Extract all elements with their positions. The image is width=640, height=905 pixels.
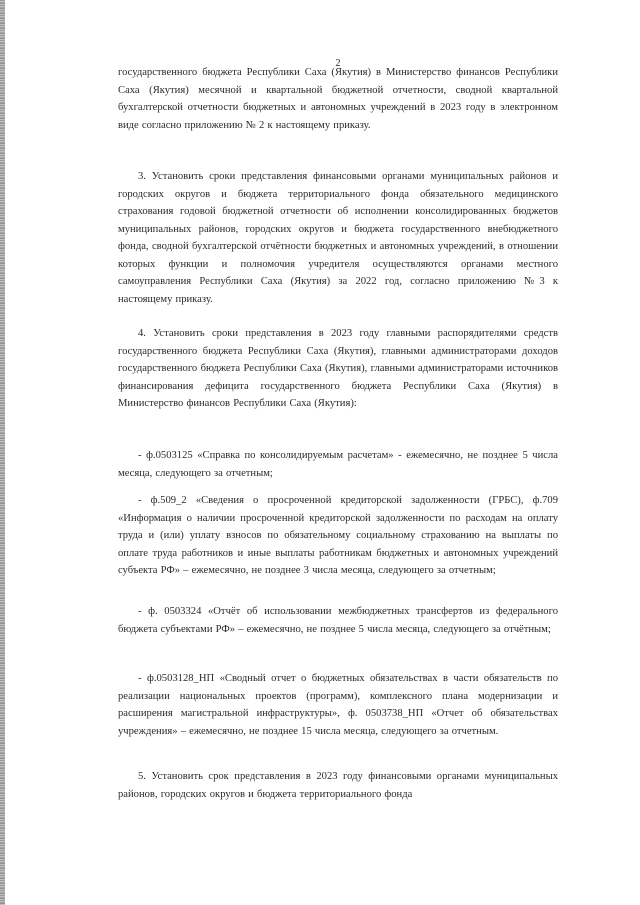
paragraph-item-4: 4. Установить сроки представления в 2023 году главными распорядителями средств государственного бюджета Республики Саха (Якутия), главными администраторами доходов государственного бюджета Республики Саха (Якутия), главными администраторами источников финансирования дефицита государственного бюджета Республики Саха (Якутия) в Министерство финансов Республики Саха (Якутия): xyxy=(118,328,558,409)
page-number: 2 xyxy=(335,58,341,69)
document-page xyxy=(118,0,558,905)
paragraph-item-5: 5. Установить срок представления в 2023 году финансовыми органами муниципальных районов, городских округов и бюджета территориального фонда xyxy=(118,771,558,800)
list-item-form-0503125: - ф.0503125 «Справка по консолидируемым расчетам» - ежемесячно, не позднее 5 числа месяца, следующего за отчетным; xyxy=(118,450,558,479)
paragraph-item-3: 3. Установить сроки представления финансовыми органами муниципальных районов и городских округов и бюджета территориального фонда обязательного медицинского страхования годовой бюджетной отчетности об исполнении консолидированных бюджетов муниципальных районов, городских округов и бюджета государственного внебюджетного фонда, сводной бухгалтерской отчётности бюджетных и автономных учреждений, в отношении которых функции и полномочия учредителя осуществляются органами местного самоуправления Республики Саха (Якутия) за 2022 год, согласно приложению №3 к настоящему приказу. xyxy=(118,171,558,305)
scan-edge xyxy=(0,0,5,905)
list-item-form-0503324: - ф. 0503324 «Отчёт об использовании межбюджетных трансфертов из федерального бюджета субъектами РФ» – ежемесячно, не позднее 5 числа месяца, следующего за отчётным; xyxy=(118,606,558,635)
paragraph-continuation: государственного бюджета Республики Саха (Якутия) в Министерство финансов Республики Саха (Якутия) месячной и квартальной бюджетной отчетности, сводной квартальной бухгалтерской отчетности бюджетных и автономных учреждений в 2023 году в электронном виде согласно приложению № 2 к настоящему приказу. xyxy=(118,67,558,131)
list-item-form-0503128-np: - ф.0503128_НП «Сводный отчет о бюджетных обязательствах в части обязательств по реализации национальных проектов (программ), комплексного плана модернизации и расширения магистральной инфраструктуры», ф. 0503738_НП «Отчет об обязательствах учреждения» – ежемесячно, не позднее 15 числа месяца, следующего за отчетным. xyxy=(118,673,558,737)
list-item-form-509-2: - ф.509_2 «Сведения о просроченной кредиторской задолженности (ГРБС), ф.709 «Информация о наличии просроченной кредиторской задолженности по расходам на оплату труда и (или) уплату взносов по обязательному социальному страхованию на выплаты по оплате труда работников и иные выплаты работникам бюджетных и автономных учреждений субъекта РФ» – ежемесячно, не позднее 3 числа месяца, следующего за отчетным; xyxy=(118,495,558,576)
